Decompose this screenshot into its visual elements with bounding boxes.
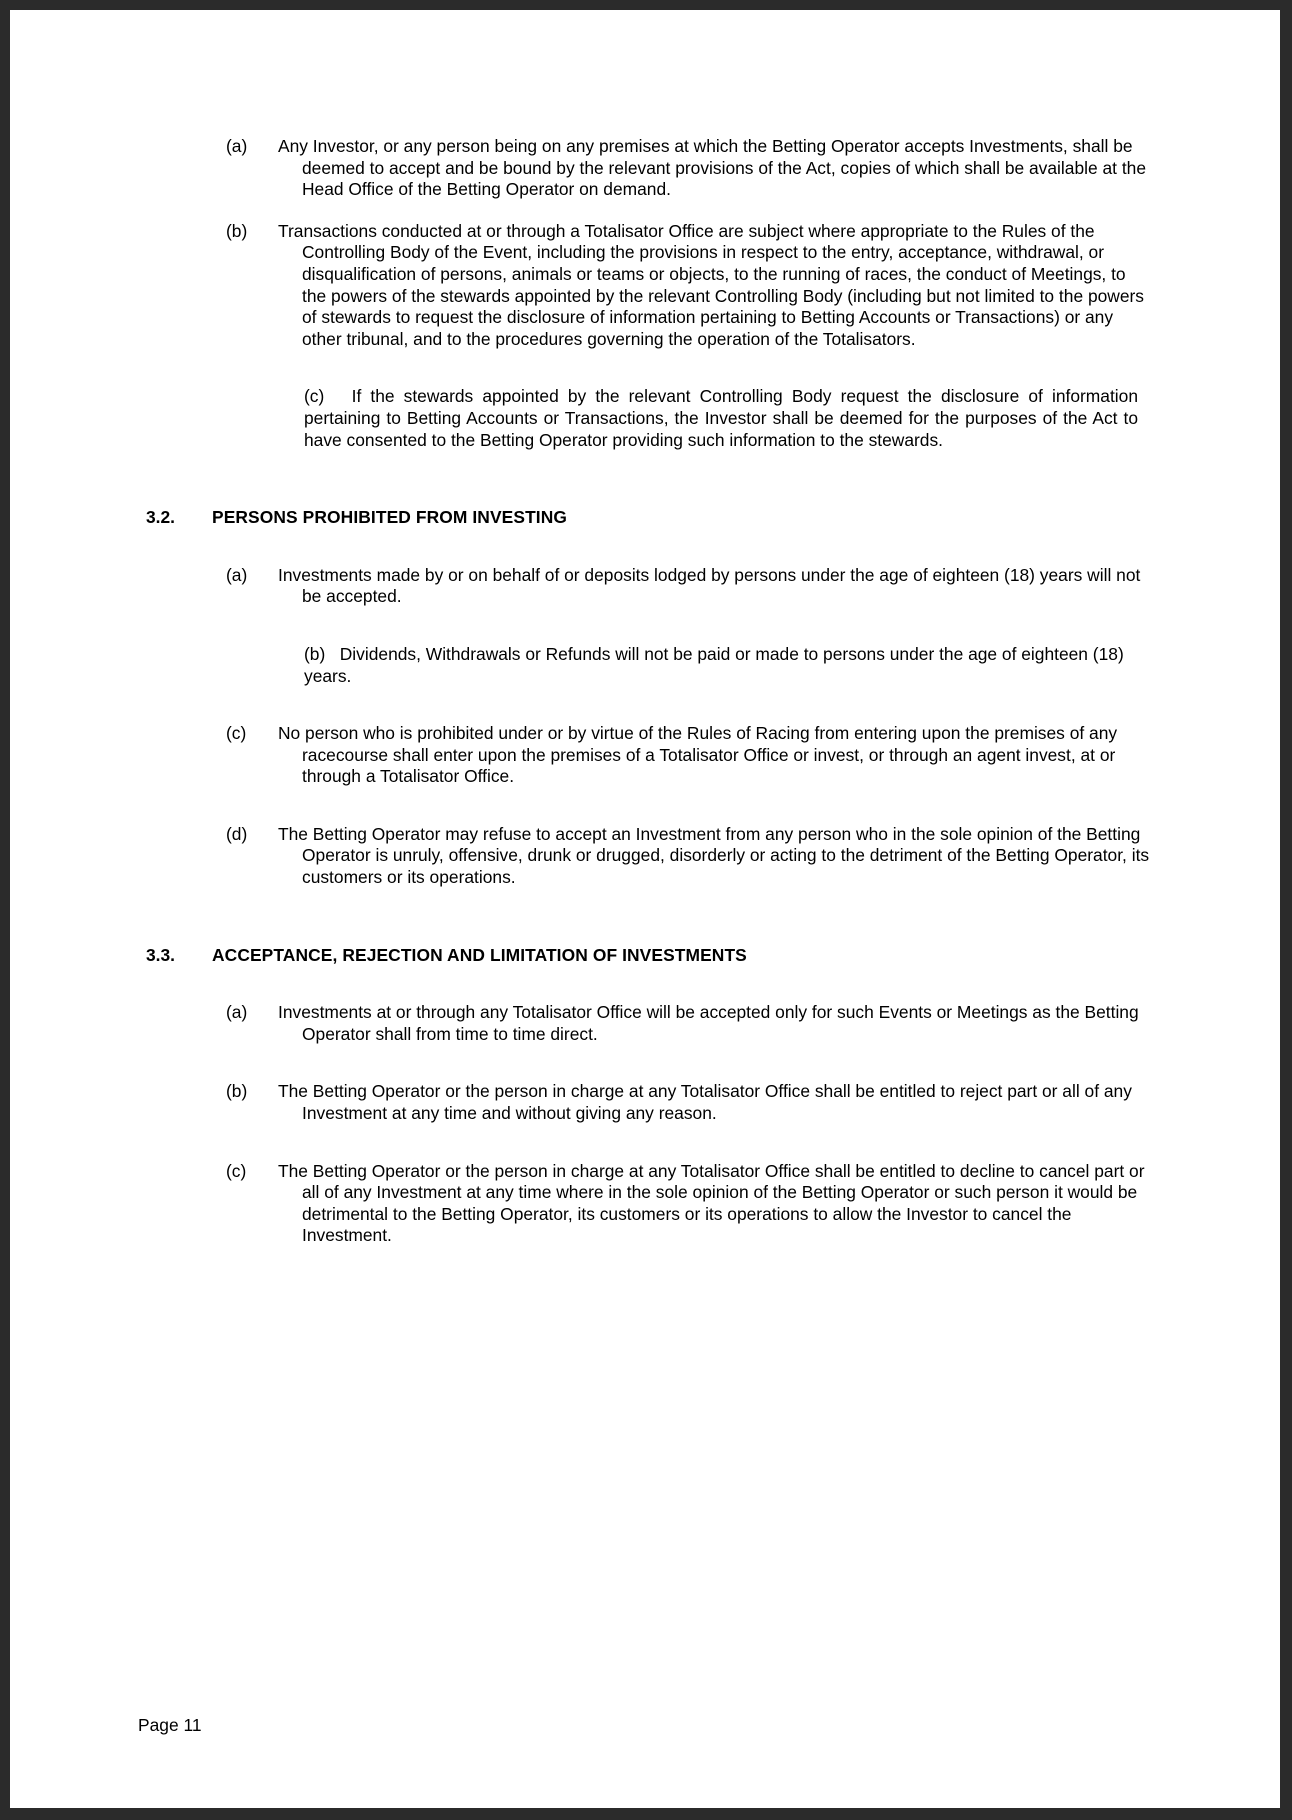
spacer bbox=[138, 370, 1152, 386]
page-sheet bbox=[10, 10, 1280, 1808]
spacer bbox=[138, 1065, 1152, 1081]
clause-marker: (a) bbox=[226, 136, 248, 156]
clause-body: Investments at or through any Totalisator Office will be accepted only for such Events or Meetings as the Betting Operator shall from time to time direct. bbox=[278, 1002, 1139, 1044]
spacer bbox=[138, 707, 1152, 723]
clause-marker: (b) bbox=[226, 1081, 248, 1102]
clause-3-3-b bbox=[138, 1081, 1152, 1124]
spacer bbox=[138, 808, 1152, 824]
clause-3-1-c bbox=[138, 386, 1152, 451]
clause-3-2-d bbox=[138, 824, 1152, 889]
clause-marker: (b) bbox=[304, 643, 340, 664]
clause-body: The Betting Operator or the person in charge at any Totalisator Office shall be entitled to reject part or all of any Investment at any time and without giving any reason. bbox=[278, 1081, 1132, 1124]
page-number-footer: Page 11 bbox=[138, 1715, 202, 1735]
clause-marker: (a) bbox=[226, 564, 248, 585]
clause-body: Any Investor, or any person being on any premises at which the Betting Operator accepts Investments, shall be deemed to accept and be bound by the relevant provisions of the Act, copies of which shall be available at the Head Office of the Betting Operator on demand. bbox=[278, 136, 1146, 200]
section-heading-3-3 bbox=[138, 945, 1152, 967]
clause-body: Dividends, Withdrawals or Refunds will not be paid or made to persons under the age of eighteen (18) years. bbox=[304, 643, 1124, 686]
clause-body: Transactions conducted at or through a Totalisator Office are subject where appropriate to the Rules of the Controlling Body of the Event, including the provisions in respect to the entry, acceptance, withdrawal, or disqualification of persons, animals or teams or objects, to the running of races, the conduct of Meetings, to the powers of the stewards appointed by the relevant Controlling Body (including but not limited to the powers of stewards to request the disclosure of information pertaining to Betting Accounts or Transactions) or any other tribunal, and to the procedures governing the operation of the Totalisators. bbox=[278, 220, 1145, 349]
spacer bbox=[138, 1145, 1152, 1161]
clause-3-1-b bbox=[138, 221, 1152, 351]
clause-3-1-a bbox=[138, 136, 1152, 201]
clause-marker: (a) bbox=[226, 1002, 248, 1023]
clause-3-3-c bbox=[138, 1161, 1152, 1247]
spacer bbox=[138, 909, 1152, 945]
clause-marker: (b) bbox=[226, 220, 248, 241]
clause-body: Investments made by or on behalf of or deposits lodged by persons under the age of eighteen (18) years will not be accepted. bbox=[278, 564, 1141, 607]
section-heading-3-2 bbox=[138, 507, 1152, 529]
clause-body: No person who is prohibited under or by virtue of the Rules of Racing from entering upon the premises of any racecourse shall enter upon the premises of a Totalisator Office or invest, or through an agent invest, at or through a Totalisator Office. bbox=[278, 723, 1118, 787]
spacer bbox=[138, 529, 1152, 565]
clause-body: If the stewards appointed by the relevant Controlling Body request the disclosure of information pertaining to Betting Accounts or Transactions, the Investor shall be deemed for the purposes of the Act to have consented to the Betting Operator providing such information to the stewards. bbox=[304, 386, 1138, 450]
spacer bbox=[138, 471, 1152, 507]
clause-body: The Betting Operator or the person in charge at any Totalisator Office shall be entitled to decline to cancel part or all of any Investment at any time where in the sole opinion of the Betting Operator or such person it would be detrimental to the Betting Operator, its customers or its operations to allow the Investor to cancel the Investment. bbox=[278, 1160, 1145, 1246]
clause-3-2-b bbox=[138, 644, 1152, 687]
clause-3-3-a bbox=[138, 1002, 1152, 1045]
clause-marker: (c) bbox=[226, 1160, 247, 1181]
section-title: PERSONS PROHIBITED FROM INVESTING bbox=[212, 507, 568, 528]
spacer bbox=[138, 628, 1152, 644]
clause-marker: (d) bbox=[226, 823, 248, 844]
spacer bbox=[138, 966, 1152, 1002]
clause-3-2-c bbox=[138, 723, 1152, 788]
section-number: 3.3. bbox=[146, 944, 176, 965]
clause-marker: (c) bbox=[304, 386, 352, 407]
clause-marker: (c) bbox=[226, 723, 247, 744]
section-title: ACCEPTANCE, REJECTION AND LIMITATION OF INVESTMENTS bbox=[212, 944, 747, 965]
clause-body: The Betting Operator may refuse to accept an Investment from any person who in the sole opinion of the Betting Operator is unruly, offensive, drunk or drugged, disorderly or acting to the detriment of the Betting Operator, its customers or its operations. bbox=[278, 823, 1150, 888]
section-number: 3.2. bbox=[146, 507, 176, 528]
page-content bbox=[10, 10, 1280, 1808]
clause-3-2-a bbox=[138, 565, 1152, 608]
